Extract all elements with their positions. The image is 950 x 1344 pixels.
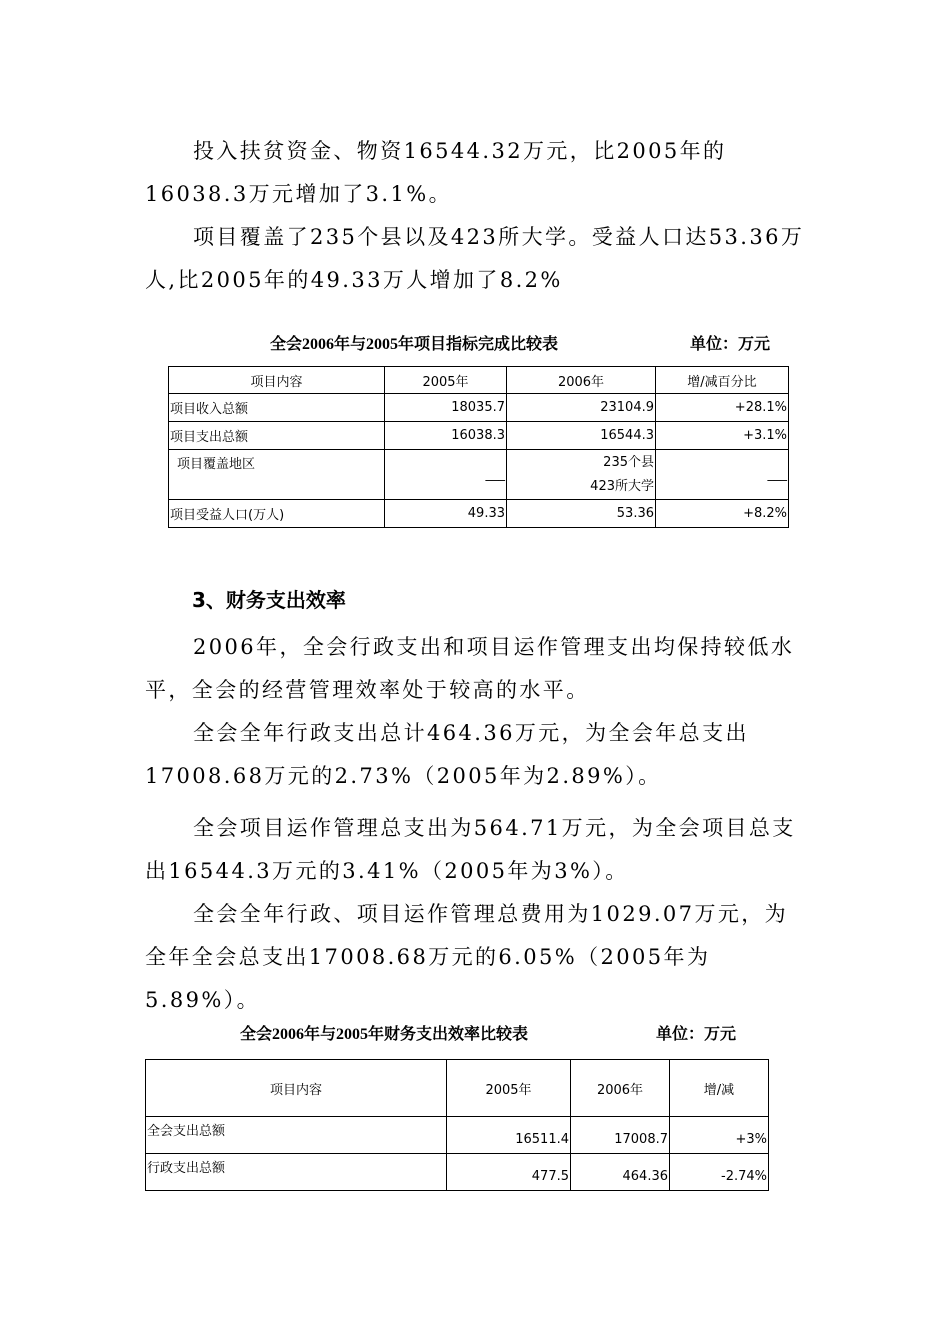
table-row (169, 450, 789, 500)
table-row (146, 1117, 769, 1154)
row-2005: 18035.7 (385, 394, 507, 422)
section-heading: 3、财务支出效率 (192, 588, 346, 612)
row-2006 (507, 450, 656, 500)
row-2005: 16038.3 (385, 422, 507, 450)
table2-title: 全会2006年与2005年财务支出效率比较表 (240, 1026, 529, 1043)
row-2006-line1: 235个县 (603, 454, 654, 470)
header-2005: 2005年 (447, 1060, 571, 1117)
table-row (169, 422, 789, 450)
table-row (169, 394, 789, 422)
row-change: +3% (670, 1117, 769, 1154)
row-change: ___ (656, 450, 789, 500)
table-row (146, 1154, 769, 1191)
paragraph-coverage: 项目覆盖了235个县以及423所大学。受益人口达53.36万人,比2005年的49.33万人增加了8.2% (145, 225, 805, 292)
table2-unit: 单位：万元 (656, 1026, 737, 1043)
table-header-row (169, 367, 789, 394)
row-item: 行政支出总额 (146, 1154, 447, 1191)
paragraph-project-expense: 全会项目运作管理总支出为564.71万元，为全会项目总支出16544.3万元的3.41%（2005年为3%）。 (145, 816, 796, 883)
row-2006: 53.36 (507, 500, 656, 528)
paragraph-total-expense: 全会全年行政、项目运作管理总费用为1029.07万元，为全年全会总支出17008.68万元的6.05%（2005年为5.89%）。 (145, 902, 789, 1012)
row-2006: 17008.7 (571, 1117, 670, 1154)
row-2006: 23104.9 (507, 394, 656, 422)
row-2006-line2: 423所大学 (590, 478, 654, 494)
row-2006: 464.36 (571, 1154, 670, 1191)
row-item: 全会支出总额 (146, 1117, 447, 1154)
expense-efficiency-table (145, 1059, 769, 1191)
row-change: -2.74% (670, 1154, 769, 1191)
row-change: +8.2% (656, 500, 789, 528)
row-change: +3.1% (656, 422, 789, 450)
paragraph-funding: 投入扶贫资金、物资16544.32万元，比2005年的16038.3万元增加了3.1%。 (145, 139, 727, 206)
table-header-row (146, 1060, 769, 1117)
table1-title: 全会2006年与2005年项目指标完成比较表 (270, 336, 559, 353)
header-item: 项目内容 (146, 1060, 447, 1117)
row-item: 项目收入总额 (169, 394, 385, 422)
header-2006: 2006年 (571, 1060, 670, 1117)
row-item: 项目受益人口(万人) (169, 500, 385, 528)
header-change: 增/减百分比 (656, 367, 789, 394)
header-item: 项目内容 (169, 367, 385, 394)
header-2005: 2005年 (385, 367, 507, 394)
table1-unit: 单位：万元 (690, 336, 771, 353)
row-item: 项目覆盖地区 (169, 450, 385, 500)
row-2005: 477.5 (447, 1154, 571, 1191)
table-row (169, 500, 789, 528)
header-change: 增/减 (670, 1060, 769, 1117)
header-2006: 2006年 (507, 367, 656, 394)
project-indicator-table (168, 366, 789, 528)
row-2005: 16511.4 (447, 1117, 571, 1154)
row-change: +28.1% (656, 394, 789, 422)
row-2006: 16544.3 (507, 422, 656, 450)
row-2005: ___ (385, 450, 507, 500)
row-2005: 49.33 (385, 500, 507, 528)
paragraph-admin-expense: 全会全年行政支出总计464.36万元，为全会年总支出17008.68万元的2.73%（2005年为2.89%）。 (145, 721, 749, 788)
row-item: 项目支出总额 (169, 422, 385, 450)
paragraph-efficiency: 2006年，全会行政支出和项目运作管理支出均保持较低水平，全会的经营管理效率处于较高的水平。 (145, 635, 795, 702)
